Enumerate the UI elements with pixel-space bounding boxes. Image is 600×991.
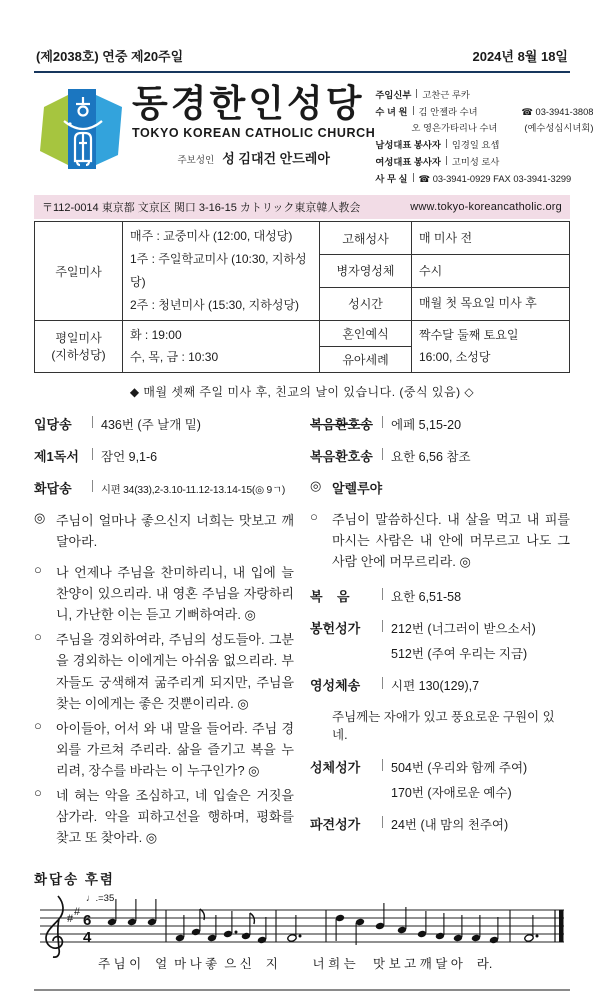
postal-address: 〒112-0014 東京都 文京区 関口 3-16-15 カトリック東京韓人教会 — [42, 202, 361, 215]
fellowship-notice: ◆ 매월 셋째 주일 미사 후, 친교의 날이 있습니다. (중식 있음) ◇ — [129, 385, 475, 400]
church-logo — [34, 83, 126, 171]
time-signature-numerator: 6 — [83, 911, 92, 929]
contact-line: 주임신부 고찬근 루카 — [375, 90, 470, 100]
psalm-verse: ○ 네 혀는 악을 조심하고, 네 입술은 거짓을 삼가라. 악을 피하고선을 행하며, 평화를 찾고 또 찾아라. ◎ — [34, 784, 294, 845]
score-heading: 화답송 후렴 — [34, 871, 115, 887]
table-row — [35, 320, 570, 346]
patron-label: 주보성인 — [177, 154, 215, 166]
psalm-refrain: ◎ 주님이 얼마나 좋으신지 너희는 맛보고 깨달아라. — [34, 510, 294, 550]
issue-date: 2024년 8월 18일 — [472, 49, 568, 64]
mass-schedule-table — [34, 221, 570, 373]
wedding-baptism-value: 짝수달 둘째 토요일 16:00, 소성당 — [412, 320, 570, 373]
weekday-mass-times: 화 : 19:00 수, 목, 금 : 10:30 — [123, 320, 320, 373]
tempo-marking: ♩.=35 — [86, 892, 115, 904]
sharp-sign: # — [67, 912, 74, 925]
confession-label: 고해성사 — [320, 222, 412, 255]
music-score — [34, 892, 570, 987]
offertory-hymn: 봉헌성가 212번 (너그러이 받으소서) 512번 (주여 우리는 지금) — [310, 621, 536, 662]
psalm-verse: ○ 아이들아, 어서 와 내 말을 들어라. 주님 경외를 가르쳐 주리라. 삶을 즐기고 복을 누리려, 장수를 바라는 이 누구인가? ◎ — [34, 717, 294, 778]
contact-line: 여성대표 봉사자 고미성 로사 — [375, 156, 500, 167]
sunday-mass-label: 주일미사 — [35, 222, 123, 320]
masthead — [34, 83, 594, 187]
second-reading: 복음환호송 에페 5,15-20 — [310, 417, 462, 433]
psalm-verse: ○ 주님을 경외하여라, 주님의 성도들아. 그분을 경외하는 이에게는 아쉬움 없으리라. 부자들도 궁색해져 굶주리게 되지만, 주님을 찾는 이에게는 좋은 것뿐이리라. ◎ — [34, 629, 294, 711]
communion-antiphon-text: 주님께는 자애가 있고 풍요로운 구원이 있네. — [332, 710, 555, 743]
patron-line — [132, 148, 375, 168]
entrance-hymn: 입당송 436번 (주 날개 밑) — [34, 417, 201, 433]
responsorial-psalm: 화답송 시편 34(33),2-3.10-11.12-13.14-15(◎ 9ㄱ) — [34, 481, 286, 497]
gospel-reading: 복 음 요한 6,51-58 — [310, 589, 462, 605]
sick-communion-label: 병자영성체 — [320, 255, 412, 288]
liturgy-left-column — [34, 414, 294, 852]
psalm-verse: ○ 나 언제나 주님을 찬미하리니, 내 입에 늘 찬양이 있으리라. 내 영혼 주님을 자랑하리니, 가난한 이는 듣고 기뻐하여라. ◎ — [34, 562, 294, 623]
website-url: www.tokyo-koreancatholic.org — [410, 201, 562, 214]
sunday-mass-times: 매주 : 교중미사 (12:00, 대성당) 1주 : 주일학교미사 (10:30, 지하성당) 2주 : 청년미사 (15:30, 지하성당) — [123, 222, 320, 320]
patron-name: 성 김대건 안드레아 — [222, 150, 330, 166]
treble-clef-icon — [46, 896, 63, 957]
title-block — [126, 83, 375, 168]
contact-line: 사 무 실 ☎ 03-3941-0929 FAX 03-3941-3299 — [375, 173, 572, 184]
infant-baptism-label: 유아세례 — [320, 346, 412, 372]
time-signature-denominator: 4 — [83, 928, 92, 946]
music-staff — [34, 892, 570, 982]
phone-convent: ☎ 03-3941-3808 — [521, 106, 594, 117]
contact-block — [375, 83, 593, 187]
sharp-sign: # — [74, 905, 81, 918]
contact-line: 수 녀 원 김 안젤라 수녀 ☎ 03-3941-3808 — [375, 104, 593, 121]
table-row — [35, 222, 570, 255]
contact-line: 남성대표 봉사자 임경일 요셉 — [375, 140, 500, 151]
weekday-mass-label: 평일미사 (지하성당) — [35, 320, 123, 373]
communion-hymn: 성체성가 504번 (우리와 함께 주여) 170번 (자애로운 예수) — [310, 760, 528, 801]
holy-hour-value: 매월 첫 목요일 미사 후 — [412, 287, 570, 320]
liturgy-columns — [34, 414, 570, 852]
acclamation-verse: ○ 주님이 말씀하신다. 내 살을 먹고 내 피를 마시는 사람은 내 안에 머무르고 나도 그 사람 안에 머무르리라. ◎ — [310, 509, 570, 570]
top-header — [34, 46, 570, 73]
recessional-hymn: 파견성가 24번 (내 맘의 천주여) — [310, 817, 509, 833]
issue-number: (제2038호) 연중 제20주일 — [36, 49, 184, 64]
score-lyrics: 주 님 이 얼 마 나 좋 으 신 지 너 희 는 맛 보 고 깨 달 아 라. — [98, 956, 493, 971]
communion-antiphon: 영성체송 시편 130(129),7 — [310, 678, 480, 694]
music-notes — [107, 899, 538, 945]
sick-communion-value: 수시 — [412, 255, 570, 288]
final-barline — [559, 910, 564, 942]
alleluia-line: ◎ 알렐루야 — [310, 478, 383, 497]
church-name-english: TOKYO KOREAN CATHOLIC CHURCH — [132, 125, 376, 140]
liturgy-right-column — [310, 414, 570, 852]
address-bar — [34, 195, 570, 219]
first-reading: 제1독서 잠언 9,1-6 — [34, 449, 158, 465]
contact-line: 오 영은가타리나 수녀 (예수성심시녀회) — [411, 123, 594, 134]
wedding-label: 혼인예식 — [320, 320, 412, 346]
church-name-korean: 동경한인성당 — [132, 83, 365, 124]
confession-value: 매 미사 전 — [412, 222, 570, 255]
phone-office: ☎ 03-3941-0929 FAX 03-3941-3299 — [418, 173, 572, 184]
holy-hour-label: 성시간 — [320, 287, 412, 320]
gospel-acclamation: 복음환호송 요한 6,56 참조 — [310, 449, 471, 465]
